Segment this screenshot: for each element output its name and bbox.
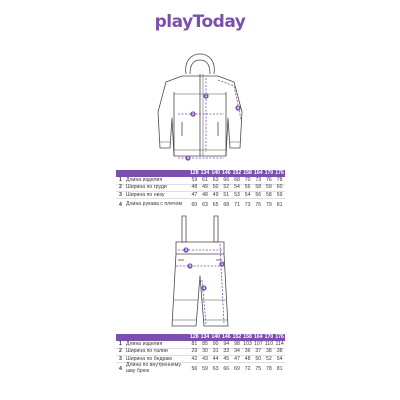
table-row [116, 363, 285, 375]
cell: 60 [191, 201, 198, 208]
row-number: 1 [116, 177, 125, 184]
table-row [116, 177, 285, 184]
cell: 29 [189, 348, 200, 355]
cell: 71 [234, 201, 240, 208]
table-row [116, 199, 285, 211]
table-row [116, 348, 285, 355]
cell: 42 [189, 356, 200, 363]
cell: 90 [210, 341, 221, 348]
cell: 58 [253, 184, 264, 191]
cell: 76 [255, 201, 262, 208]
size-header: 152 [232, 169, 242, 176]
cell: 75 [255, 365, 262, 372]
cell: 37 [253, 348, 264, 355]
cell: 43 [200, 356, 211, 363]
header-blank [125, 334, 189, 341]
row-number: 3 [116, 192, 125, 199]
cell: 78 [274, 177, 285, 184]
cell: 110 [264, 340, 274, 347]
cell: 85 [200, 341, 211, 348]
cell: 56 [242, 184, 253, 191]
cell: 63 [202, 201, 208, 208]
size-header: 158 [243, 333, 252, 340]
cell: 72 [244, 365, 251, 372]
header-blank [116, 170, 125, 177]
cell: 61 [200, 177, 211, 184]
size-header: 134 [200, 169, 210, 176]
pants-marker-3: 3 [188, 264, 192, 269]
size-header: 146 [221, 169, 231, 176]
cell: 65 [212, 201, 219, 208]
cell: 34 [232, 348, 243, 355]
row-number: 4 [119, 365, 122, 372]
cell: 114 [275, 340, 284, 347]
size-header: 176 [275, 333, 284, 340]
row-label: Ширина по бедрам [125, 356, 189, 363]
cell: 33 [221, 348, 232, 355]
cell: 50 [253, 356, 264, 363]
cell: 68 [223, 201, 230, 208]
size-header: 176 [275, 169, 284, 176]
row-label: Ширина по низу [125, 192, 189, 199]
cell: 38 [274, 348, 285, 355]
cell: 45 [221, 356, 232, 363]
jacket-marker-3: 3 [186, 156, 190, 161]
cell: 107 [253, 340, 263, 347]
row-number: 2 [116, 348, 125, 355]
cell: 56 [253, 192, 264, 199]
cell: 48 [200, 192, 211, 199]
pants-marker-1: 1 [220, 262, 224, 267]
jacket-drawing [148, 52, 252, 164]
cell: 81 [276, 201, 283, 208]
cell: 48 [242, 356, 253, 363]
cell: 59 [189, 177, 200, 184]
table-row [116, 341, 285, 348]
cell: 76 [264, 177, 275, 184]
cell: 63 [210, 177, 221, 184]
brand-logo: playToday [154, 12, 246, 32]
size-header: 140 [211, 169, 220, 176]
cell: 52 [221, 184, 232, 191]
row-number: 3 [116, 356, 125, 363]
size-header: 134 [200, 333, 210, 340]
cell: 79 [266, 201, 272, 208]
cell: 81 [276, 365, 283, 372]
size-header: 146 [221, 333, 231, 340]
row-label: Ширина по талии [125, 348, 189, 355]
row-label: Ширина по груди [125, 184, 189, 191]
size-header: 164 [253, 333, 263, 340]
cell: 49 [200, 184, 211, 191]
cell: 58 [264, 192, 275, 199]
cell: 59 [264, 184, 275, 191]
cell: 36 [242, 348, 253, 355]
jacket-size-table [116, 170, 285, 211]
pants-drawing [162, 214, 238, 328]
cell: 56 [191, 365, 198, 372]
table-row [116, 192, 285, 199]
jacket-marker-1: 1 [204, 94, 208, 99]
pants-marker-2: 2 [184, 248, 188, 253]
cell: 31 [210, 348, 221, 355]
cell: 70 [242, 177, 253, 184]
cell: 52 [264, 356, 275, 363]
cell: 47 [189, 192, 200, 199]
cell: 53 [232, 192, 243, 199]
cell: 54 [242, 192, 253, 199]
pants-marker-4: 4 [202, 286, 206, 291]
cell: 48 [189, 184, 200, 191]
size-header: 170 [264, 169, 274, 176]
cell: 54 [232, 184, 243, 191]
cell: 94 [221, 341, 232, 348]
header-blank [125, 170, 189, 177]
cell: 63 [212, 365, 219, 372]
cell: 73 [253, 177, 264, 184]
jacket-marker-2: 2 [191, 112, 195, 117]
cell: 66 [221, 177, 232, 184]
row-number: 2 [116, 184, 125, 191]
cell: 103 [243, 340, 252, 347]
row-number: 4 [119, 201, 122, 208]
pants-size-header [116, 334, 285, 341]
size-header: 128 [190, 333, 199, 340]
cell: 66 [223, 365, 230, 372]
size-header: 164 [253, 169, 263, 176]
size-header: 158 [243, 169, 252, 176]
cell: 59 [202, 365, 208, 372]
row-label: Длина изделия [125, 177, 189, 184]
cell: 68 [232, 177, 243, 184]
row-label: Длина рукава с плечом [126, 201, 183, 208]
cell: 49 [210, 192, 221, 199]
header-blank [116, 334, 125, 341]
row-label: Длина по внутреннему шву брюк [126, 362, 181, 375]
size-header: 152 [232, 333, 242, 340]
cell: 59 [274, 192, 285, 199]
cell: 51 [221, 192, 232, 199]
cell: 73 [244, 201, 251, 208]
pants-size-table [116, 334, 285, 375]
size-header: 140 [211, 333, 220, 340]
jacket-marker-4: 4 [236, 106, 240, 111]
row-label: Длина изделия [125, 341, 189, 348]
cell: 60 [274, 184, 285, 191]
cell: 44 [210, 356, 221, 363]
cell: 69 [234, 365, 240, 372]
size-header: 128 [190, 169, 199, 176]
table-row [116, 184, 285, 191]
cell: 81 [189, 341, 200, 348]
cell: 47 [232, 356, 243, 363]
cell: 38 [264, 348, 275, 355]
size-header: 170 [264, 333, 274, 340]
cell: 78 [266, 365, 272, 372]
cell: 30 [200, 348, 211, 355]
cell: 54 [274, 356, 285, 363]
cell: 98 [232, 341, 243, 348]
jacket-size-header [116, 170, 285, 177]
cell: 50 [210, 184, 221, 191]
row-number: 1 [116, 341, 125, 348]
